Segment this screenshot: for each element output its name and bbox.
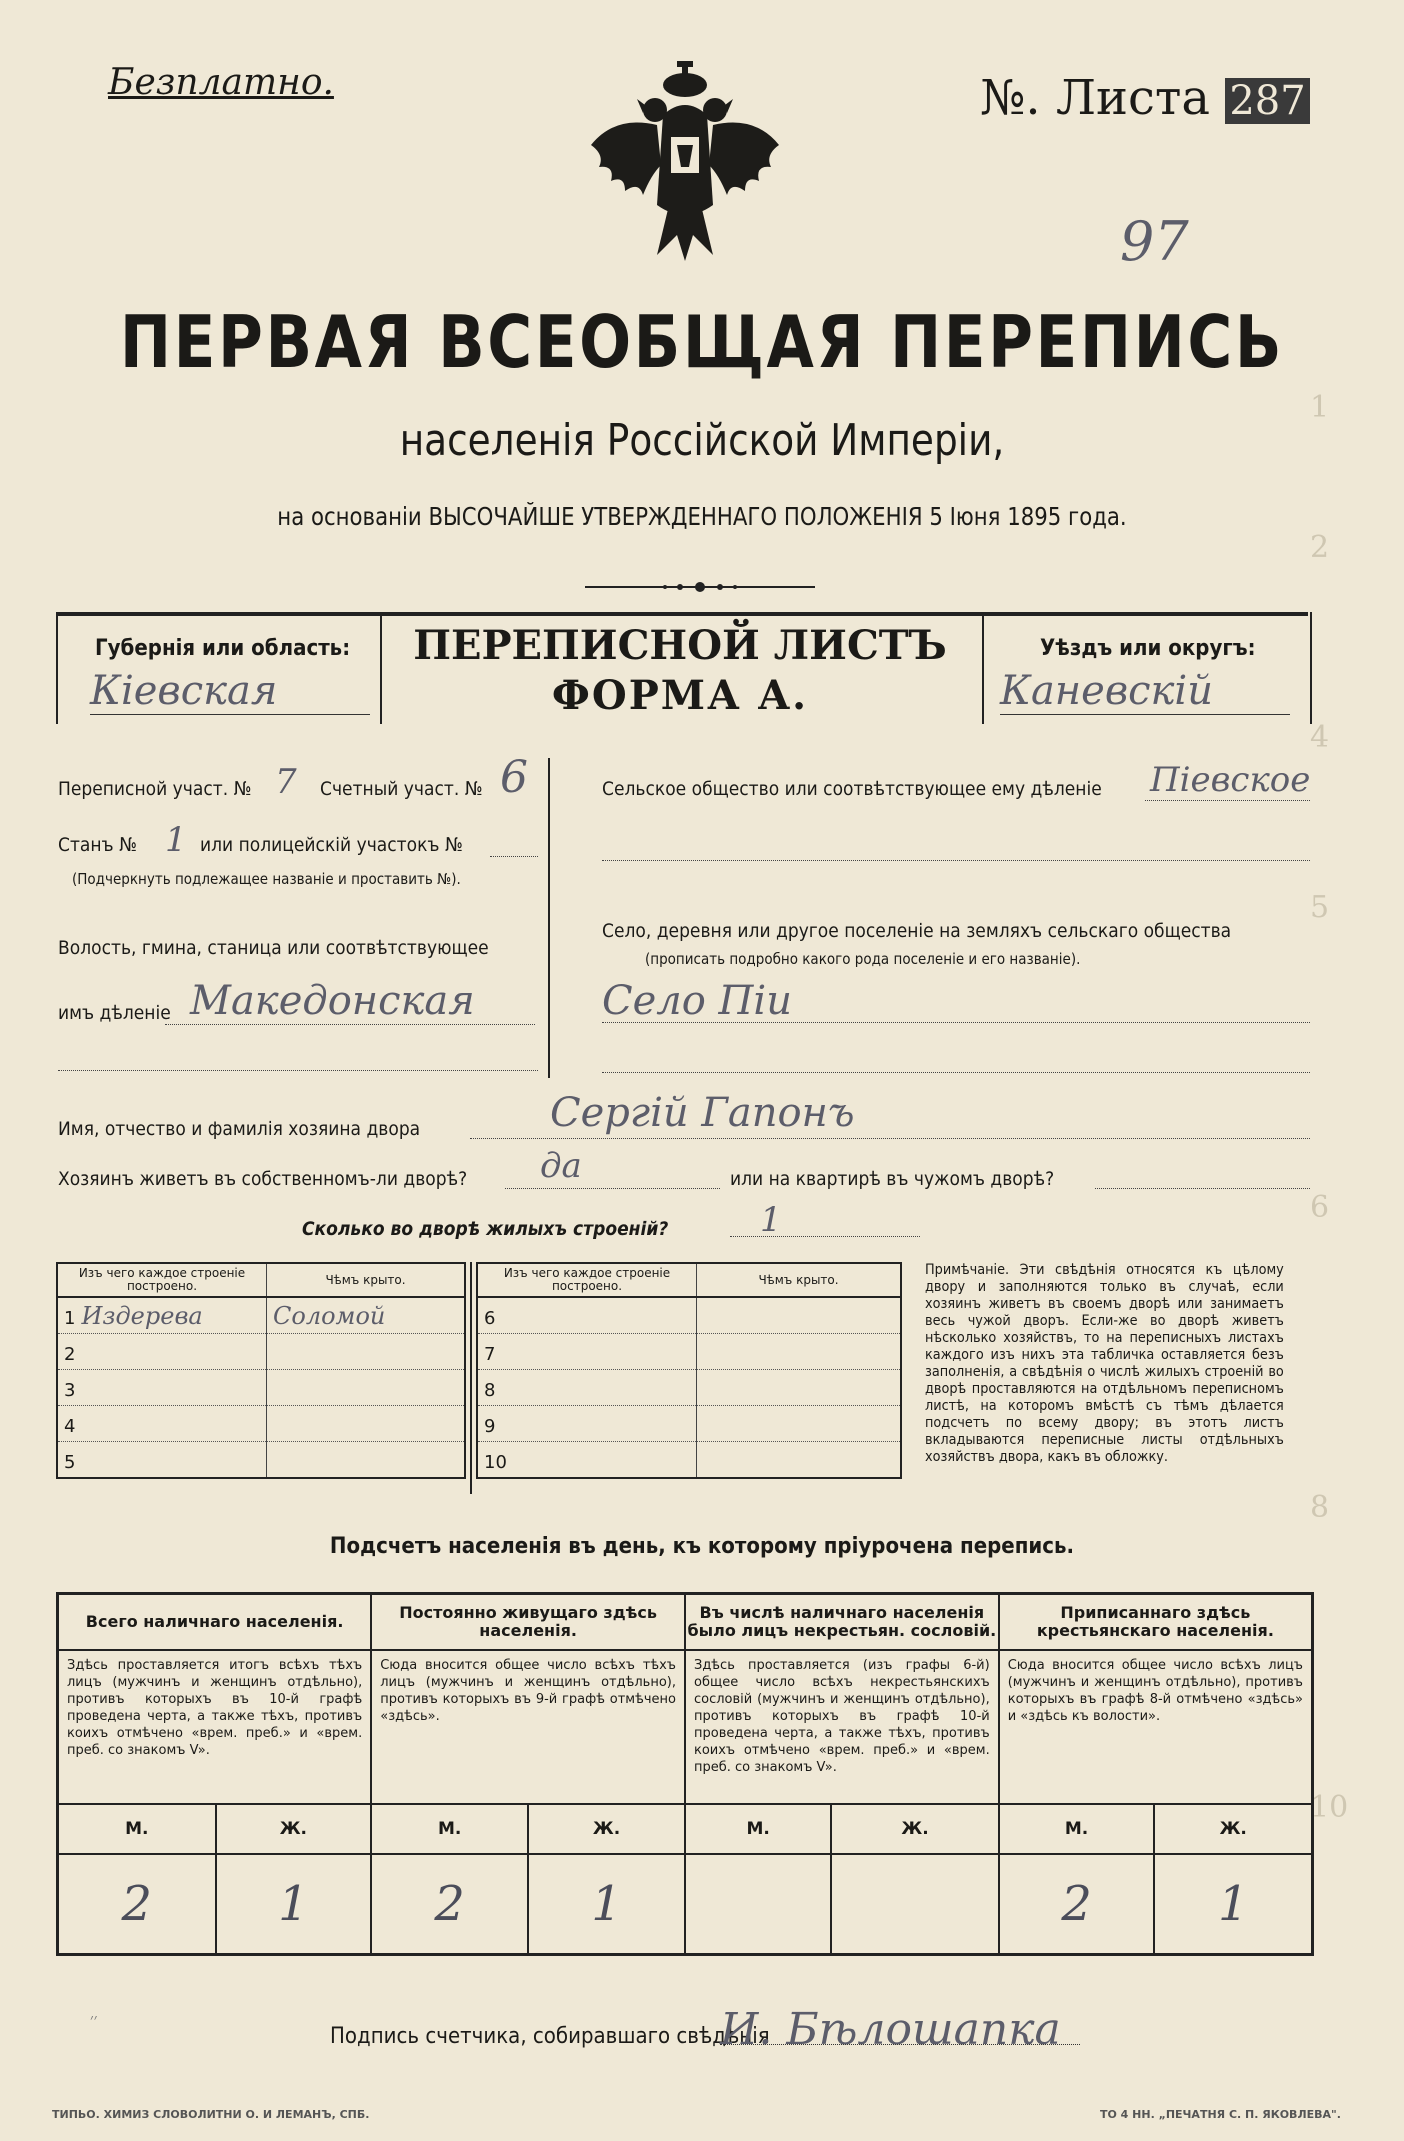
structure-row-number: 7 [484,1343,496,1365]
sheet-label: №. Листа [980,70,1211,126]
rented-yard-line [1095,1188,1310,1189]
village-label: Село, деревня или другое поселеніе на земляхъ сельскаго общества [602,920,1232,942]
sheet-number-label [980,70,1310,126]
male-header: М. [371,1804,528,1854]
buildings-count-line [730,1236,920,1237]
structure-roof-value [697,1334,902,1370]
structure-material-cell [477,1370,697,1406]
structure-roof-value: Соломой [267,1297,466,1334]
structure-row [57,1297,465,1334]
structure-material-cell [57,1370,267,1406]
form-legal-basis: на основаніи ВЫСОЧАЙШЕ УТВЕРЖДЕННАГО ПОЛОЖЕНІЯ 5 Іюня 1895 года. [277,502,1127,531]
population-table [56,1592,1314,1956]
total-present-female: 1 [216,1854,372,1955]
sheet-number-handwritten: 97 [1120,210,1189,273]
structure-material-cell [57,1406,267,1442]
structure-material-cell [57,1297,267,1334]
signature-line [720,2044,1080,2045]
pencil-marks: ׳׳ [90,2010,98,2029]
province-value: Кіевская [90,668,370,715]
non-peasant-header: Въ числѣ наличнаго населенія было лицъ некрестьян. сословій. [685,1594,999,1651]
village-line [602,1022,1310,1023]
police-precinct-line [490,856,538,857]
structure-row [477,1370,901,1406]
registered-male: 2 [999,1854,1155,1955]
structure-row [57,1442,465,1479]
structure-row [477,1297,901,1334]
signature-value: И. Бѣлошапка [720,2004,1061,2055]
underline-note: (Подчеркнуть подлежащее названіе и проставить №). [72,870,461,888]
census-district-value: 7 [275,762,297,802]
structure-row-number: 9 [484,1415,496,1437]
population-count-title: Подсчетъ населенія въ день, къ которому пріурочена перепись. [329,1534,1075,1559]
structure-row-number: 2 [64,1343,76,1365]
owner-name-value: Сергій Гапонъ [550,1090,855,1136]
structure-row-number: 5 [64,1451,76,1473]
female-header: Ж. [1154,1804,1312,1854]
census-district-label: Переписной участ. № [58,778,252,800]
form-subtitle: населенія Россійской Имперіи, [399,415,1005,466]
printer-imprint-left: ТИПЬО. ХИМИЗ СЛОВОЛИТНИ О. И ЛЕМАНЪ, СПБ. [52,2108,370,2121]
owner-name-line [470,1138,1310,1139]
structure-material-cell [477,1297,697,1334]
sheet-number-struck: 287 [1225,78,1309,124]
owner-name-label: Имя, отчество и фамилія хозяина двора [58,1118,421,1140]
female-header: Ж. [528,1804,685,1854]
show-through-marks: 1 2 4 5 6 8 10 [1310,390,1349,1825]
structure-row [477,1406,901,1442]
structure-row-number: 1 [64,1307,76,1329]
structure-roof-header: Чѣмъ крыто. [267,1263,466,1297]
structure-row [57,1370,465,1406]
rented-yard-label: или на квартирѣ въ чужомъ дворѣ? [730,1168,1055,1190]
structure-material-header-2: Изъ чего каждое строеніе построено. [477,1263,697,1297]
registered-peasants-header: Приписаннаго здѣсь крестьянскаго населенія. [999,1594,1313,1651]
structures-note: Примѣчаніе. Эти свѣдѣнія относятся къ цѣлому двору и заполняются только въ случаѣ, если хозяинъ живетъ въ своемъ дворѣ или занимаетъ весь чужой дворъ. Если-же во дворѣ живетъ нѣсколько хозяйствъ, то на переписныхъ листахъ каждого изъ нихъ эта табличка оставляется безъ заполненія, а свѣдѣнія о числѣ жилыхъ строеній во дворѣ проставляются на отдѣльномъ переписномъ листѣ, на которомъ вмѣстѣ съ тѣмъ дѣлается подсчетъ по всему двору; въ этотъ листъ вкладываются переписные листы отдѣльныхъ хозяйствъ двора, какъ въ обложку. [925,1262,1284,1465]
structure-roof-value [267,1334,466,1370]
non-peasant-desc: Здѣсь проставляется (изъ графы 6-й) общее число всѣхъ некрестьянскихъ сословій (мужчинъ и женщинъ отдѣльно), противъ которыхъ въ графѣ 10-й проведена черта, а также тѣхъ, противъ коихъ отмѣчено «врем. преб.» и «врем. преб. со знакомъ V». [685,1650,999,1804]
structure-row-number: 6 [484,1307,496,1329]
province-label: Губернія или область: [95,636,351,661]
structure-roof-header-2: Чѣмъ крыто. [697,1263,902,1297]
structure-row-number: 4 [64,1415,76,1437]
structure-roof-value [697,1406,902,1442]
structure-roof-value [697,1442,902,1479]
own-yard-line [505,1188,720,1189]
own-yard-label: Хозяинъ живетъ въ собственномъ-ли дворѣ? [58,1168,468,1190]
signature-label: Подпись счетчика, собиравшаго свѣдѣнія [330,2024,770,2049]
society-label: Сельское общество или соотвѣтствующее ему дѣленіе [602,778,1102,800]
free-of-charge-label: Безплатно. [108,62,334,103]
structure-row [57,1334,465,1370]
male-header: М. [999,1804,1155,1854]
own-yard-value: да [540,1146,582,1186]
structure-material-cell [477,1334,697,1370]
police-precinct-label: или полицейскій участокъ № [200,834,463,856]
permanent-residents-header: Постоянно живущаго здѣсь населенія. [371,1594,685,1651]
volost-label: Волость, гмина, станица или соотвѣтствующее [58,937,489,959]
buildings-count-label: Сколько во дворѣ жилыхъ строеній? [302,1218,669,1240]
volost-label-2: имъ дѣленіе [58,1002,171,1024]
village-note: (прописать подробно какого рода поселеніе и его названіе). [645,950,1081,968]
structure-row [477,1334,901,1370]
structure-material-cell [57,1442,267,1479]
structure-roof-value [267,1406,466,1442]
structure-material-cell [477,1406,697,1442]
census-sheet-title: ПЕРЕПИСНОЙ ЛИСТЪ [413,622,947,669]
permanent-residents-desc: Сюда вносится общее число всѣхъ тѣхъ лицъ (мужчинъ и женщинъ отдѣльно), противъ которыхъ въ 9-й графѣ отмѣчено «здѣсь». [371,1650,685,1804]
district-label: Уѣздъ или округъ: [1040,636,1256,661]
society-line-2 [602,860,1310,861]
structure-material-cell [477,1442,697,1479]
male-header: М. [685,1804,831,1854]
stan-value: 1 [165,820,187,860]
non-peasant-female [831,1854,998,1955]
counting-district-label: Счетный участ. № [320,778,483,800]
form-type-title: ФОРМА А. [551,672,809,719]
volost-line-2 [58,1070,538,1071]
structure-row-number: 8 [484,1379,496,1401]
structure-material-cell [57,1334,267,1370]
buildings-count-value: 1 [760,1200,782,1240]
male-header: М. [58,1804,216,1854]
female-header: Ж. [831,1804,998,1854]
total-present-header: Всего наличнаго населенія. [58,1594,372,1651]
structure-row [57,1406,465,1442]
structure-roof-value [267,1442,466,1479]
structure-roof-value [697,1370,902,1406]
non-peasant-male [685,1854,831,1955]
structures-table-right [476,1262,902,1479]
structures-separator [470,1262,472,1494]
total-present-male: 2 [58,1854,216,1955]
counting-district-value: 6 [500,752,528,803]
structure-row [477,1442,901,1479]
permanent-female: 1 [528,1854,685,1955]
printer-imprint-right: ТО 4 НН. „ПЕЧАТНЯ С. П. ЯКОВЛЕВА". [1100,2108,1341,2121]
volost-line [165,1024,535,1025]
total-present-desc: Здѣсь проставляется итогъ всѣхъ тѣхъ лицъ (мужчинъ и женщинъ отдѣльно), противъ которыхъ въ 10-й графѣ проведена черта, а также тѣхъ, противъ коихъ отмѣчено «врем. преб.» и «врем. преб. со знакомъ V». [58,1650,372,1804]
registered-female: 1 [1154,1854,1312,1955]
structure-material-value: Издерева [81,1301,203,1330]
village-line-2 [602,1072,1310,1073]
structure-row-number: 10 [484,1451,507,1473]
stan-label: Станъ № [58,834,137,856]
structure-row-number: 3 [64,1379,76,1401]
imperial-eagle-icon [585,55,785,275]
volost-value: Македонская [190,978,475,1024]
district-value: Каневскій [1000,668,1290,715]
structure-material-header: Изъ чего каждое строеніе построено. [57,1263,267,1297]
permanent-male: 2 [371,1854,528,1955]
ornament-divider [585,578,815,596]
structures-table-left [56,1262,466,1479]
society-line [1145,800,1310,801]
society-value: Піевское [1150,760,1311,800]
form-main-title: ПЕРВАЯ ВСЕОБЩАЯ ПЕРЕПИСЬ [119,300,1285,384]
structure-roof-value [267,1370,466,1406]
registered-peasants-desc: Сюда вносится общее число всѣхъ лицъ (мужчинъ и женщинъ отдѣльно), противъ которыхъ въ графѣ 8-й отмѣчено «здѣсь» и «здѣсь къ волости». [999,1650,1313,1804]
female-header: Ж. [216,1804,372,1854]
village-value: Село Піи [602,978,792,1024]
structure-roof-value [697,1297,902,1334]
address-column-divider [548,758,550,1078]
